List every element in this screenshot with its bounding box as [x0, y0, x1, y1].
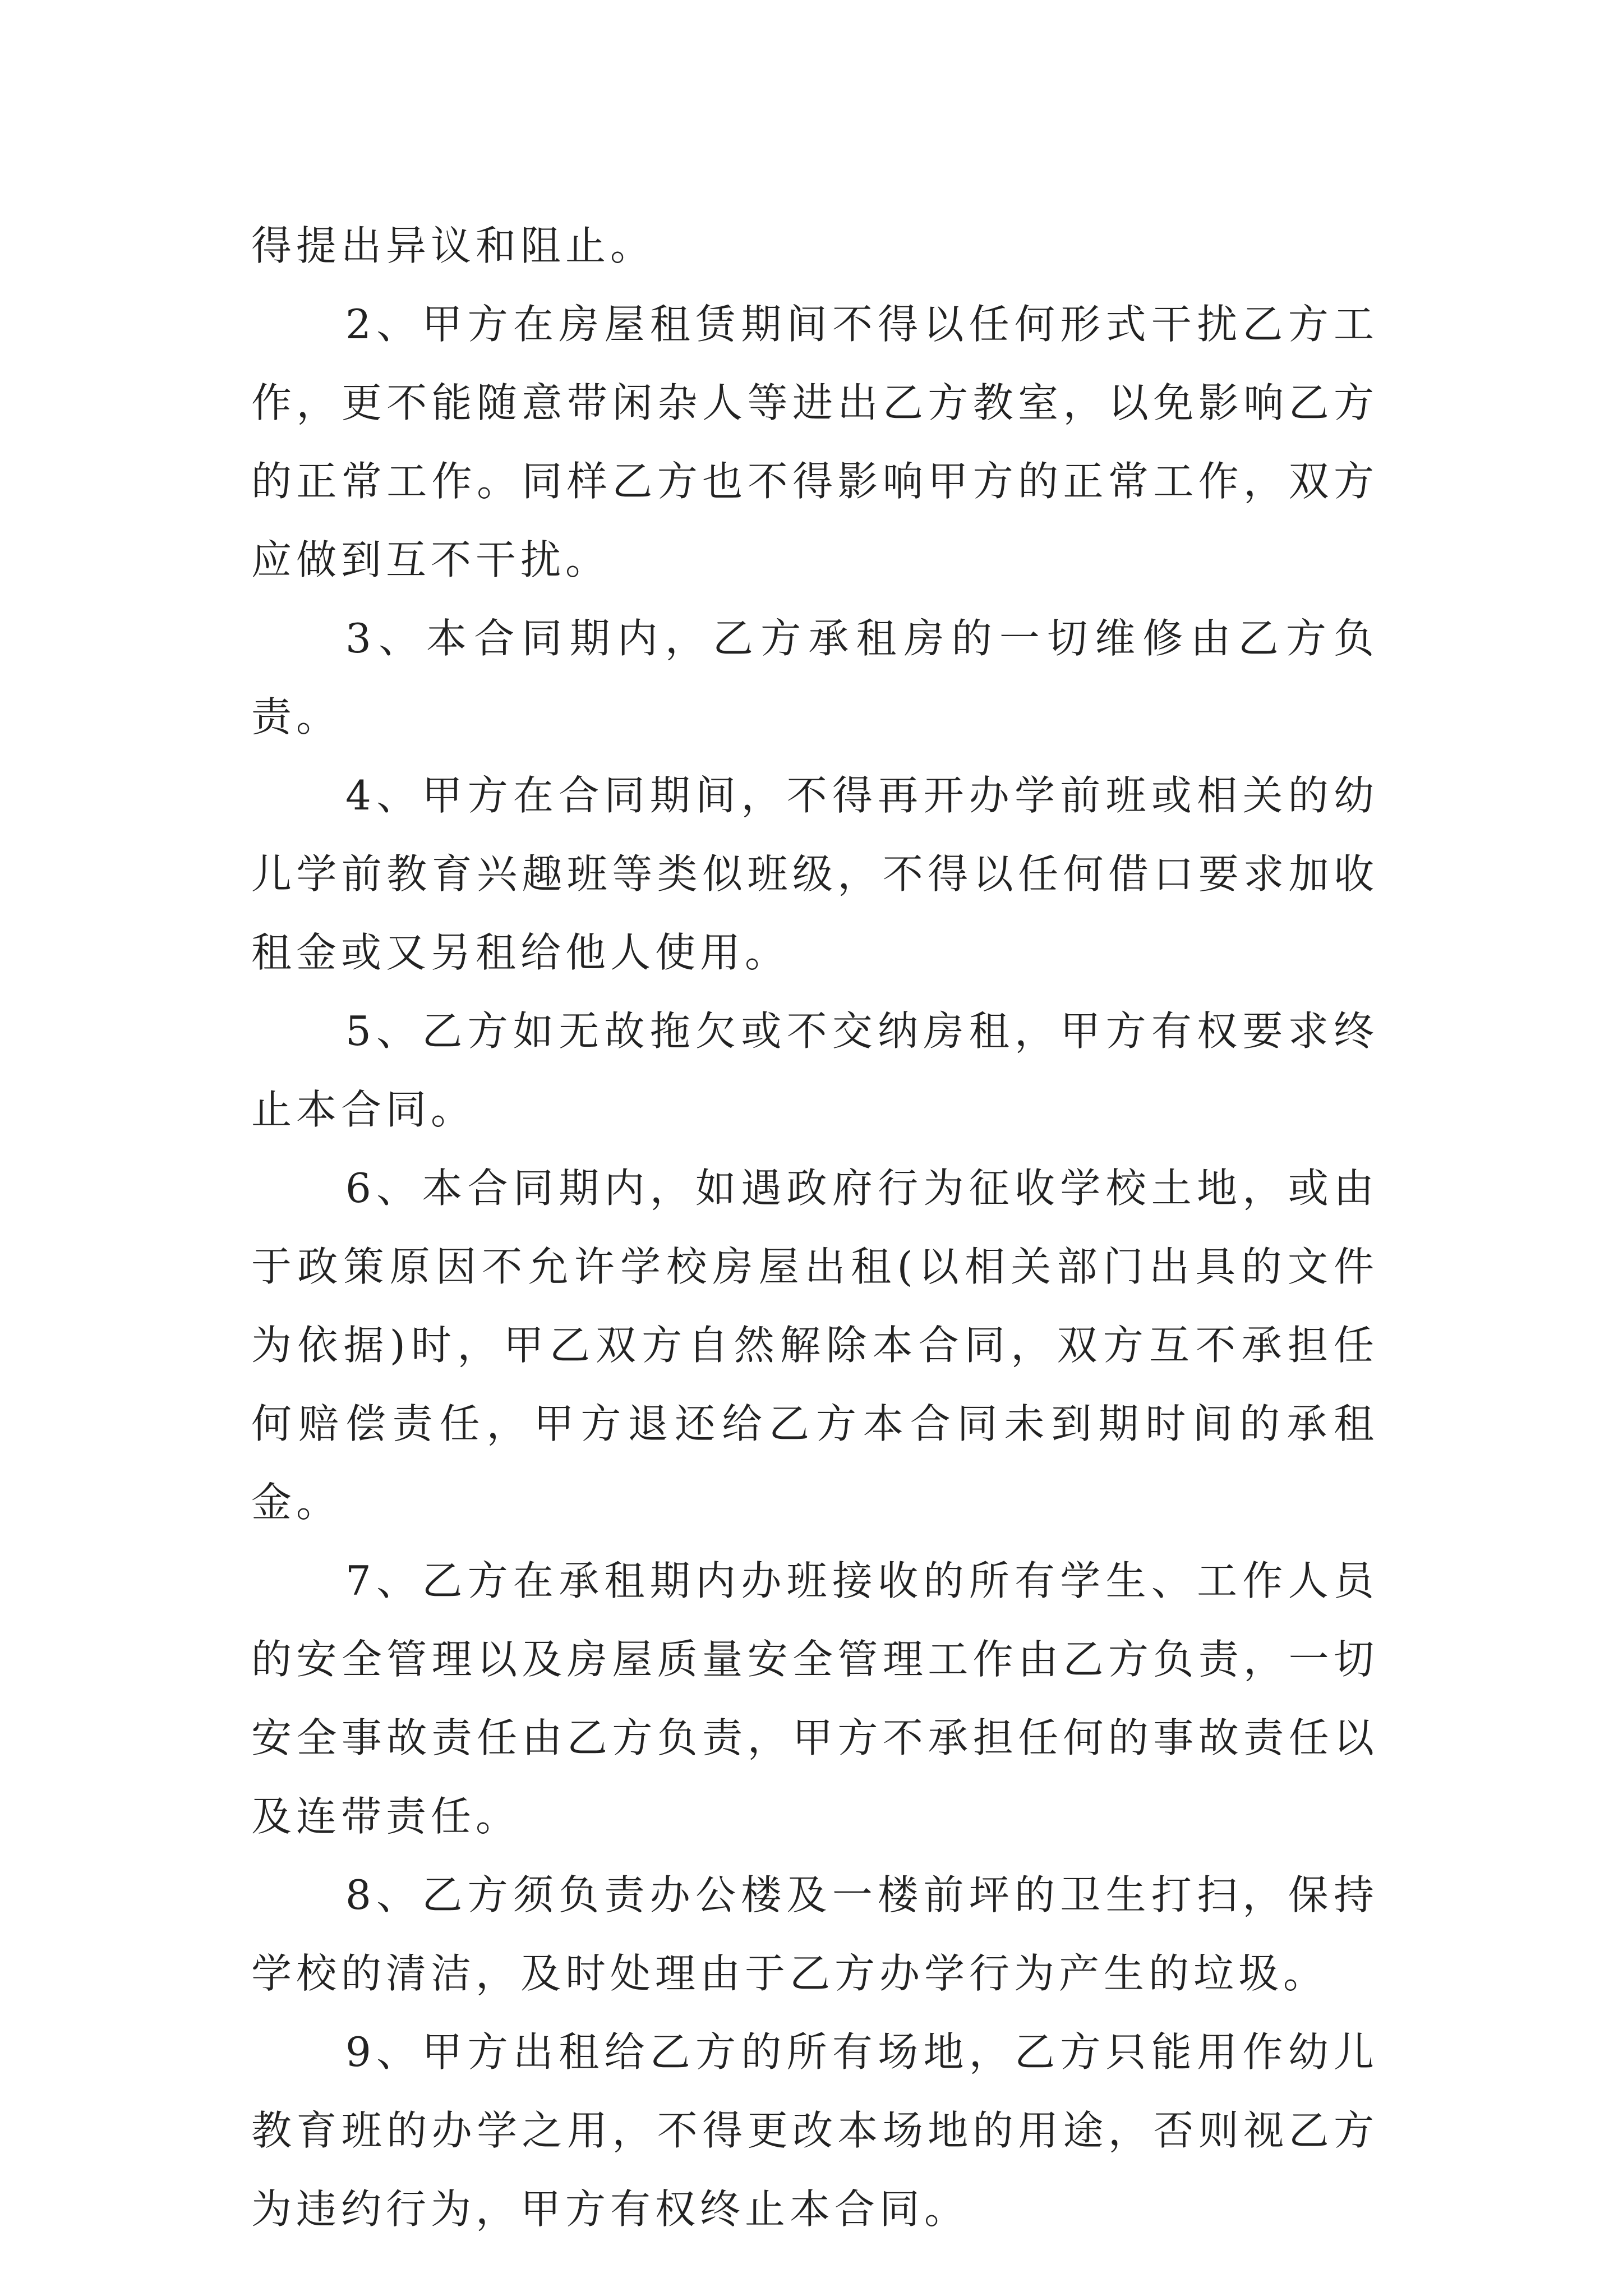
clause-5: 5、乙方如无故拖欠或不交纳房租，甲方有权要求终止本合同。	[251, 1007, 1378, 1133]
document-body	[251, 206, 1378, 2248]
paragraph-continuation: 得提出异议和阻止。	[251, 222, 656, 269]
clause-4: 4、甲方在合同期间，不得再开办学前班或相关的幼儿学前教育兴趣班等类似班级，不得以任何借口要求加收租金或又另租给他人使用。	[251, 772, 1378, 976]
clause-7: 7、乙方在承租期内办班接收的所有学生、工作人员的安全管理以及房屋质量安全管理工作由乙方负责，一切安全事故责任由乙方负责，甲方不承担任何的事故责任以及连带责任。	[251, 1557, 1378, 1840]
clause-6: 6、本合同期内，如遇政府行为征收学校土地，或由于政策原因不允许学校房屋出租(以相关部门出具的文件为依据)时，甲乙双方自然解除本合同，双方互不承担任何赔偿责任，甲方退还给乙方本合同未到期时间的承租金。	[251, 1165, 1378, 1526]
clause-3: 3、本合同期内，乙方承租房的一切维修由乙方负责。	[251, 615, 1378, 740]
clause-8: 8、乙方须负责办公楼及一楼前坪的卫生打扫，保持学校的清洁，及时处理由于乙方办学行为产生的垃圾。	[251, 1871, 1378, 1997]
clause-9: 9、甲方出租给乙方的所有场地，乙方只能用作幼儿教育班的办学之用，不得更改本场地的用途，否则视乙方为违约行为，甲方有权终止本合同。	[251, 2028, 1378, 2233]
clause-2: 2、甲方在房屋租赁期间不得以任何形式干扰乙方工作，更不能随意带闲杂人等进出乙方教室，以免影响乙方的正常工作。同样乙方也不得影响甲方的正常工作，双方应做到互不干扰。	[251, 301, 1378, 583]
